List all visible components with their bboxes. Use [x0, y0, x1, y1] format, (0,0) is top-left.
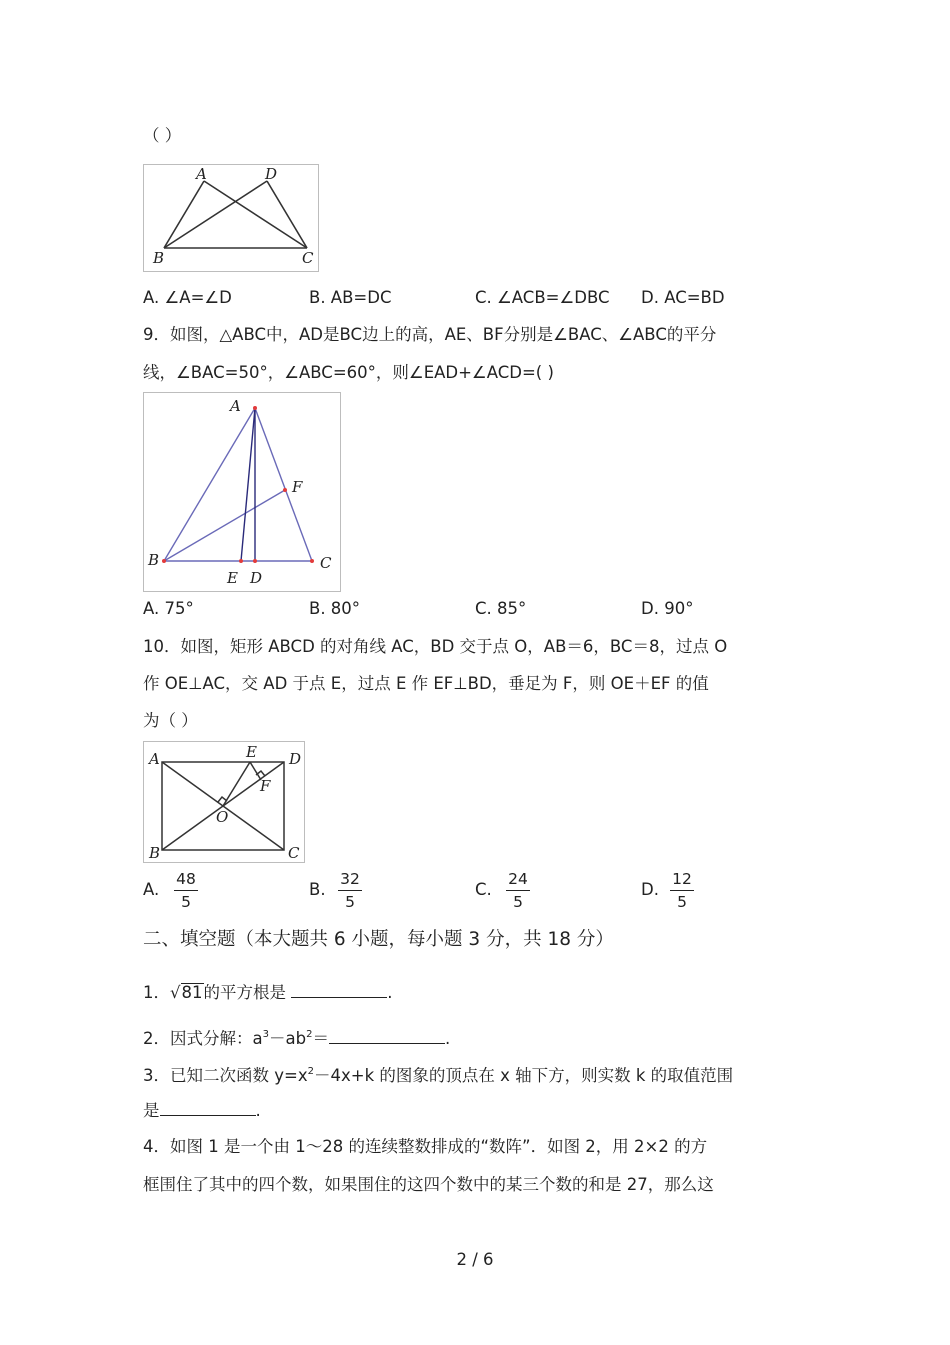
q10-line-2: 作 OE⊥AC，交 AD 于点 E，过点 E 作 EF⊥BD，垂足为 F，则 OE＋EF 的值	[143, 674, 709, 693]
fill-q2-blank[interactable]	[329, 1027, 445, 1044]
q10-option-d-den: 5	[677, 893, 687, 911]
sqrt-icon: √	[170, 983, 181, 1002]
q10-label-d: D	[289, 750, 302, 768]
fill-q3-line-2	[143, 1099, 261, 1121]
q9-label-e: E	[227, 569, 238, 587]
q10-label-o: O	[216, 808, 229, 826]
q9-line-2: 线，∠BAC=50°，∠ABC=60°，则∠EAD+∠ACD=( )	[143, 363, 554, 382]
q8-label-d: D	[265, 165, 278, 183]
fill-q2-pre: 2．因式分解：a	[143, 1029, 263, 1048]
q10-option-a-letter: A.	[143, 880, 160, 899]
q10-option-c-letter: C.	[475, 880, 492, 899]
q8-figure	[143, 164, 319, 272]
fill-q3-pre: 3．已知二次函数 y=x	[143, 1066, 308, 1085]
q10-option-a-num: 48	[176, 870, 196, 888]
q10-option-b-den: 5	[345, 893, 355, 911]
q9-figure	[143, 392, 341, 592]
fill-q4-line-1: 4．如图 1 是一个由 1～28 的连续整数排成的“数阵”．如图 2，用 2×2 的方	[143, 1137, 708, 1156]
q10-option-b-letter: B.	[309, 880, 326, 899]
q9-option-c: C. 85°	[475, 599, 527, 618]
q9-label-c: C	[320, 554, 332, 572]
q10-figure	[143, 741, 305, 863]
q10-option-c-fraction	[503, 870, 533, 911]
q8-stem-tail: （ ）	[143, 126, 182, 145]
q8-label-a: A	[196, 165, 207, 183]
q9-label-b: B	[148, 551, 160, 569]
fill-q1-blank[interactable]	[291, 981, 387, 998]
fill-q2-mid: －ab	[268, 1029, 307, 1048]
fill-q4-line-2: 框围住了其中的四个数，如果围住的这四个数中的某三个数的和是 27，那么这	[143, 1175, 714, 1194]
q8-label-b: B	[153, 249, 165, 267]
fill-q1-text: 的平方根是	[203, 983, 287, 1002]
q9-label-f: F	[292, 478, 303, 496]
fill-q1-number: 1．	[143, 983, 170, 1002]
q10-option-b-fraction	[335, 870, 365, 911]
fill-q3-blank[interactable]	[160, 1099, 256, 1116]
q10-label-a: A	[149, 750, 160, 768]
q8-option-a: A. ∠A=∠D	[143, 288, 232, 307]
fill-q2	[143, 1025, 450, 1049]
q9-option-d: D. 90°	[641, 599, 694, 618]
fill-q2-end: .	[444, 1029, 451, 1048]
fill-q2-eq: ＝	[312, 1029, 329, 1048]
q8-option-c: C. ∠ACB=∠DBC	[475, 288, 610, 307]
q9-option-b: B. 80°	[309, 599, 361, 618]
fill-q3-end: .	[255, 1101, 261, 1120]
q9-option-a: A. 75°	[143, 599, 194, 618]
q9-label-d: D	[250, 569, 263, 587]
fill-q1-end: .	[387, 983, 393, 1002]
q8-option-b: B. AB=DC	[309, 288, 392, 307]
q10-option-d-fraction	[667, 870, 697, 911]
q10-label-e: E	[246, 743, 257, 761]
q10-label-c: C	[288, 844, 300, 862]
fill-q3-post: －4x+k 的图象的顶点在 x 轴下方，则实数 k 的取值范围	[313, 1066, 734, 1085]
q10-label-b: B	[149, 844, 161, 862]
fill-q1	[143, 981, 393, 1003]
q9-label-a: A	[230, 397, 241, 415]
fill-q3-exp: 2	[307, 1066, 314, 1077]
fill-q3-line-1	[143, 1062, 733, 1086]
q10-line-1: 10．如图，矩形 ABCD 的对角线 AC，BD 交于点 O，AB＝6，BC＝8，过点 O	[143, 637, 728, 656]
q10-option-d-num: 12	[672, 870, 692, 888]
q10-label-f: F	[260, 777, 271, 795]
fill-q1-radicand: 81	[181, 983, 203, 1002]
q10-line-3: 为（ ）	[143, 711, 198, 730]
q10-option-c-den: 5	[513, 893, 523, 911]
fill-q2-exp1: 3	[262, 1029, 269, 1040]
q10-option-a-fraction	[171, 870, 201, 911]
q8-label-c: C	[302, 249, 314, 267]
q10-option-a-den: 5	[181, 893, 191, 911]
q10-option-d-letter: D.	[641, 880, 659, 899]
fill-q2-exp2: 2	[306, 1029, 313, 1040]
fill-q3-line2-pre: 是	[143, 1101, 160, 1120]
q9-line-1: 9．如图，△ABC中，AD是BC边上的高，AE、BF分别是∠BAC、∠ABC的平分	[143, 325, 717, 344]
q8-option-d: D. AC=BD	[641, 288, 725, 307]
section-2-title: 二、填空题（本大题共 6 小题，每小题 3 分，共 18 分）	[143, 929, 614, 950]
q10-option-c-num: 24	[508, 870, 528, 888]
q10-option-b-num: 32	[340, 870, 360, 888]
page-number: 2 / 6	[456, 1250, 494, 1269]
